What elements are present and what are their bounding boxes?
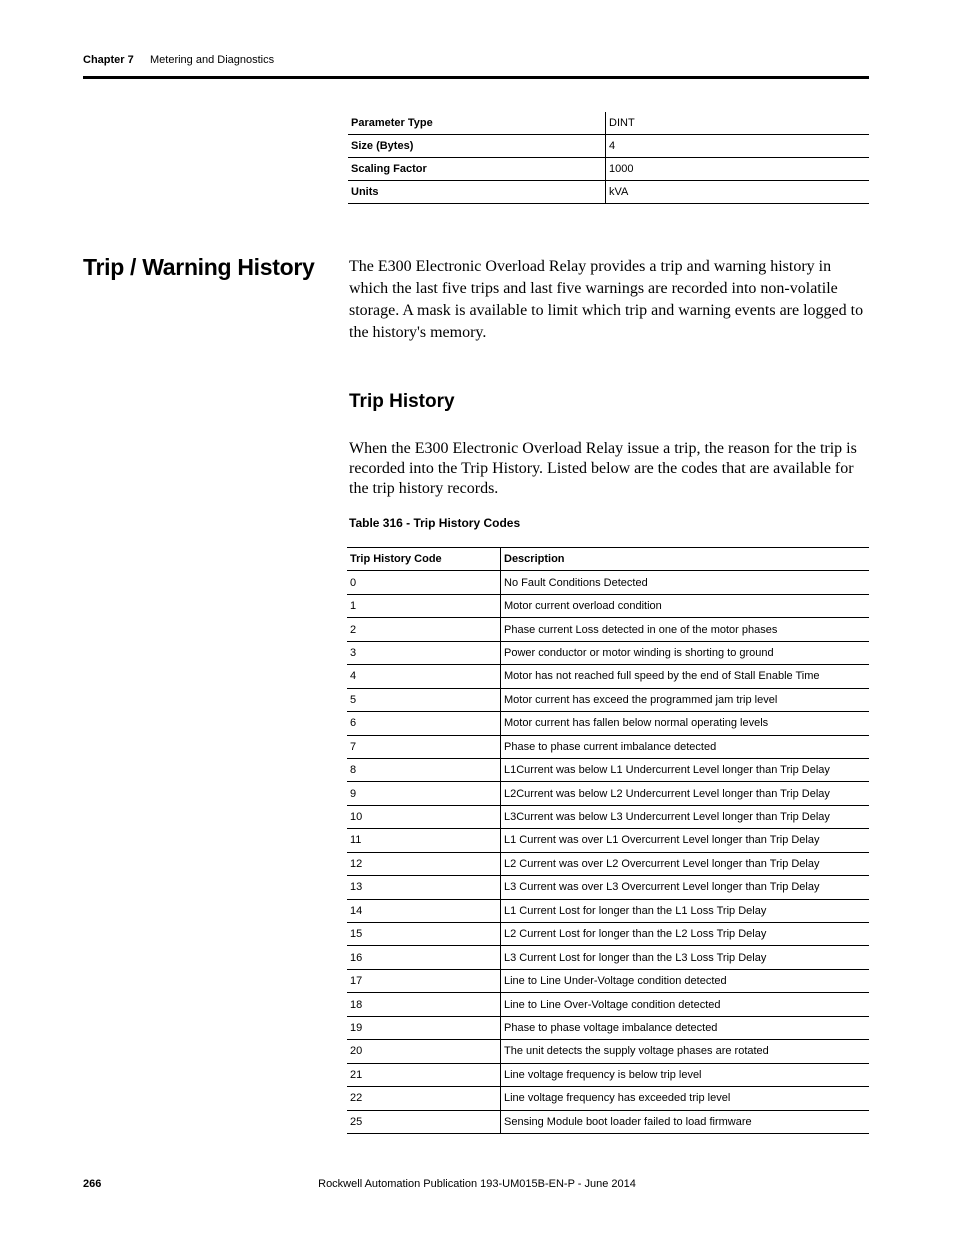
table-row (347, 969, 869, 992)
table-row (347, 782, 869, 805)
description-cell: L3 Current Lost for longer than the L3 Loss Trip Delay (501, 946, 870, 969)
description-cell: The unit detects the supply voltage phases are rotated (501, 1040, 870, 1063)
trip-code-cell: 14 (347, 899, 501, 922)
table-row (347, 618, 869, 641)
table-row (348, 112, 869, 135)
description-cell: Line to Line Over-Voltage condition detected (501, 993, 870, 1016)
chapter-label: Chapter 7 (83, 54, 134, 66)
description-cell: Motor current overload condition (501, 594, 870, 617)
trip-code-cell: 10 (347, 805, 501, 828)
trip-code-cell: 5 (347, 688, 501, 711)
table-row (348, 135, 869, 158)
description-cell: Line to Line Under-Voltage condition detected (501, 969, 870, 992)
trip-code-cell: 22 (347, 1087, 501, 1110)
table-row (348, 181, 869, 204)
table-row (347, 1087, 869, 1110)
table-row (347, 923, 869, 946)
param-value: 1000 (606, 158, 870, 181)
table-row (347, 876, 869, 899)
description-cell: Line voltage frequency has exceeded trip level (501, 1087, 870, 1110)
trip-code-cell: 8 (347, 758, 501, 781)
table-row (347, 946, 869, 969)
description-cell: Sensing Module boot loader failed to load firmware (501, 1110, 870, 1133)
trip-code-cell: 21 (347, 1063, 501, 1086)
table-caption: Table 316 - Trip History Codes (349, 516, 521, 530)
page-header (83, 52, 869, 79)
description-cell: Motor current has exceed the programmed jam trip level (501, 688, 870, 711)
trip-code-cell: 18 (347, 993, 501, 1016)
param-key: Size (Bytes) (348, 135, 606, 158)
trip-code-cell: 13 (347, 876, 501, 899)
trip-code-cell: 4 (347, 665, 501, 688)
param-value: DINT (606, 112, 870, 135)
table-row (347, 735, 869, 758)
table-row (347, 852, 869, 875)
table-header-row (347, 548, 869, 571)
trip-code-cell: 2 (347, 618, 501, 641)
column-header-description: Description (501, 548, 870, 571)
description-cell: L2Current was below L2 Undercurrent Level longer than Trip Delay (501, 782, 870, 805)
table-row (347, 1063, 869, 1086)
trip-code-cell: 15 (347, 923, 501, 946)
param-value: kVA (606, 181, 870, 204)
table-row (347, 1110, 869, 1133)
description-cell: Motor has not reached full speed by the end of Stall Enable Time (501, 665, 870, 688)
intro-paragraph: The E300 Electronic Overload Relay provides a trip and warning history in which the last five trips and last five warnings are recorded into non-volatile storage. A mask is available to limit which trip and warning events are logged to the history's memory. (349, 258, 864, 341)
trip-code-cell: 12 (347, 852, 501, 875)
trip-code-cell: 25 (347, 1110, 501, 1133)
table-row (347, 712, 869, 735)
trip-code-cell: 3 (347, 641, 501, 664)
description-cell: L3Current was below L3 Undercurrent Level longer than Trip Delay (501, 805, 870, 828)
description-cell: L1 Current was over L1 Overcurrent Level longer than Trip Delay (501, 829, 870, 852)
page-number: 266 (83, 1178, 102, 1190)
trip-code-cell: 19 (347, 1016, 501, 1039)
description-cell: L3 Current was over L3 Overcurrent Level longer than Trip Delay (501, 876, 870, 899)
param-key: Scaling Factor (348, 158, 606, 181)
trip-code-cell: 17 (347, 969, 501, 992)
trip-code-cell: 16 (347, 946, 501, 969)
table-row (347, 571, 869, 594)
table-row (347, 641, 869, 664)
subsection-title: Trip History (349, 391, 455, 412)
table-row (348, 158, 869, 181)
param-value: 4 (606, 135, 870, 158)
description-cell: Line voltage frequency is below trip level (501, 1063, 870, 1086)
trip-history-codes-table (347, 547, 869, 1134)
table-row (347, 1040, 869, 1063)
parameter-table (348, 112, 869, 204)
description-cell: L2 Current was over L2 Overcurrent Level longer than Trip Delay (501, 852, 870, 875)
trip-code-cell: 11 (347, 829, 501, 852)
trip-code-cell: 7 (347, 735, 501, 758)
description-cell: No Fault Conditions Detected (501, 571, 870, 594)
table-row (347, 594, 869, 617)
chapter-title: Metering and Diagnostics (150, 54, 275, 66)
trip-code-cell: 6 (347, 712, 501, 735)
trip-code-cell: 0 (347, 571, 501, 594)
param-key: Parameter Type (348, 112, 606, 135)
description-cell: L2 Current Lost for longer than the L2 Loss Trip Delay (501, 923, 870, 946)
trip-history-paragraph: When the E300 Electronic Overload Relay issue a trip, the reason for the trip is recorded into the Trip History. Listed below are the codes that are available for the trip history records. (349, 440, 857, 497)
publication-info: Rockwell Automation Publication 193-UM015B-EN-P - June 2014 (318, 1178, 636, 1190)
table-row (347, 805, 869, 828)
description-cell: Motor current has fallen below normal operating levels (501, 712, 870, 735)
section-title: Trip / Warning History (83, 254, 315, 280)
trip-code-cell: 9 (347, 782, 501, 805)
description-cell: Phase to phase current imbalance detected (501, 735, 870, 758)
description-cell: L1 Current Lost for longer than the L1 Loss Trip Delay (501, 899, 870, 922)
column-header-code: Trip History Code (347, 548, 501, 571)
table-row (347, 993, 869, 1016)
table-row (347, 899, 869, 922)
param-key: Units (348, 181, 606, 204)
description-cell: Phase to phase voltage imbalance detected (501, 1016, 870, 1039)
table-row (347, 688, 869, 711)
trip-code-cell: 20 (347, 1040, 501, 1063)
trip-code-cell: 1 (347, 594, 501, 617)
table-row (347, 1016, 869, 1039)
description-cell: Power conductor or motor winding is shorting to ground (501, 641, 870, 664)
description-cell: Phase current Loss detected in one of the motor phases (501, 618, 870, 641)
table-body (347, 571, 869, 1134)
table-row (347, 829, 869, 852)
table-row (347, 665, 869, 688)
description-cell: L1Current was below L1 Undercurrent Level longer than Trip Delay (501, 758, 870, 781)
table-row (347, 758, 869, 781)
